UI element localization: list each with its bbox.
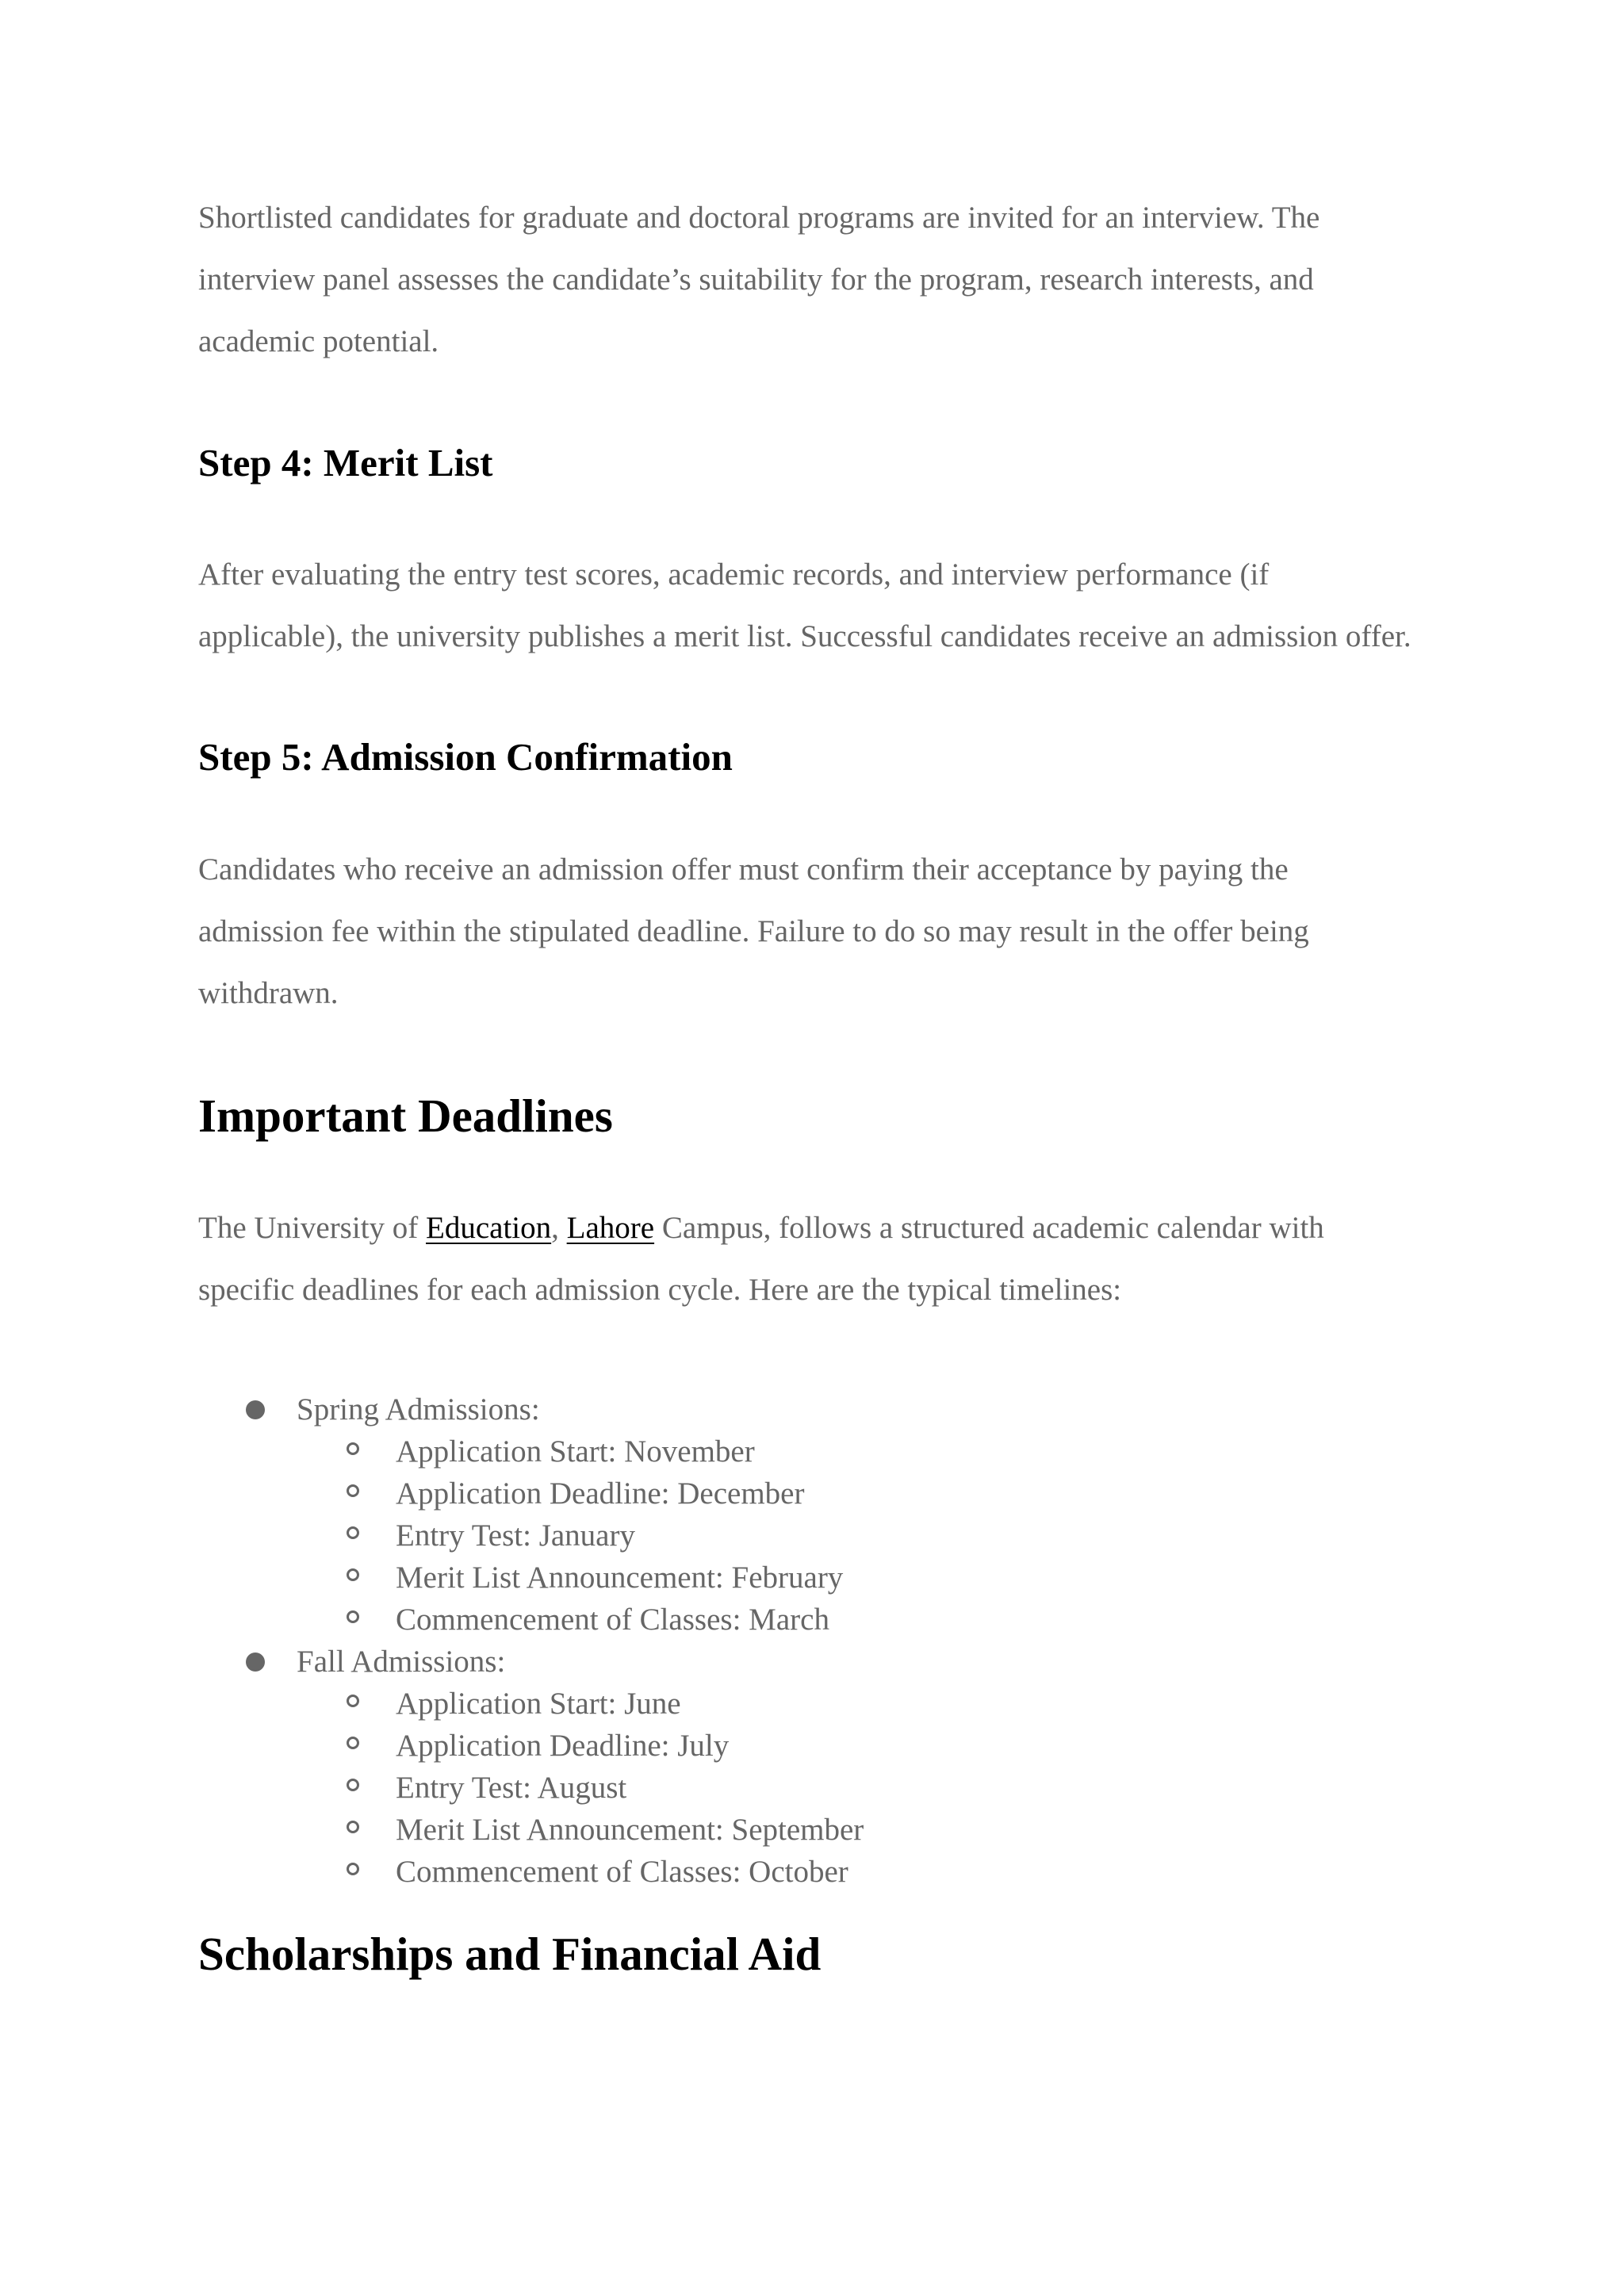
lahore-link[interactable]: Lahore bbox=[566, 1211, 655, 1245]
paragraph-line: specific deadlines for each admission cycle. Here are the typical timelines: bbox=[198, 1273, 1122, 1307]
deadlines-paragraph bbox=[198, 1197, 1467, 1321]
list-item: Commencement of Classes: October bbox=[396, 1855, 848, 1889]
intro-paragraph bbox=[198, 187, 1467, 373]
step5-paragraph bbox=[198, 839, 1467, 1024]
paragraph-line: Candidates who receive an admission offer must confirm their acceptance by paying the bbox=[198, 852, 1289, 887]
paragraph-line: academic potential. bbox=[198, 324, 439, 358]
list-item: Entry Test: August bbox=[396, 1771, 627, 1805]
hollow-bullet-icon bbox=[347, 1695, 359, 1707]
filled-bullet-icon bbox=[246, 1400, 265, 1419]
list-item-spring: Spring Admissions: bbox=[297, 1392, 540, 1427]
paragraph-line: withdrawn. bbox=[198, 976, 339, 1010]
list-item-fall: Fall Admissions: bbox=[297, 1645, 506, 1679]
hollow-bullet-icon bbox=[347, 1863, 359, 1875]
paragraph-line: After evaluating the entry test scores, academic records, and interview performance (if bbox=[198, 557, 1270, 592]
paragraph-line: admission fee within the stipulated deadline. Failure to do so may result in the offer being bbox=[198, 914, 1309, 948]
step4-paragraph bbox=[198, 544, 1467, 668]
hollow-bullet-icon bbox=[347, 1442, 359, 1455]
step5-heading: Step 5: Admission Confirmation bbox=[198, 735, 733, 779]
list-item: Application Start: June bbox=[396, 1687, 681, 1721]
text-span: Campus, follows a structured academic calendar with bbox=[654, 1211, 1324, 1245]
list-item: Application Start: November bbox=[396, 1434, 755, 1469]
paragraph-line bbox=[198, 1197, 1467, 1259]
hollow-bullet-icon bbox=[347, 1484, 359, 1497]
hollow-bullet-icon bbox=[347, 1737, 359, 1749]
hollow-bullet-icon bbox=[347, 1821, 359, 1833]
hollow-bullet-icon bbox=[347, 1568, 359, 1581]
list-item: Merit List Announcement: September bbox=[396, 1813, 864, 1847]
hollow-bullet-icon bbox=[347, 1779, 359, 1791]
list-item: Application Deadline: July bbox=[396, 1729, 730, 1763]
list-item: Entry Test: January bbox=[396, 1518, 635, 1553]
text-span: The University of bbox=[198, 1211, 427, 1245]
text-span: , bbox=[551, 1211, 559, 1245]
hollow-bullet-icon bbox=[347, 1526, 359, 1539]
filled-bullet-icon bbox=[246, 1653, 265, 1672]
step4-heading: Step 4: Merit List bbox=[198, 441, 493, 484]
hollow-bullet-icon bbox=[347, 1610, 359, 1623]
paragraph-line: applicable), the university publishes a merit list. Successful candidates receive an admission offer. bbox=[198, 619, 1411, 653]
paragraph-line: interview panel assesses the candidate’s suitability for the program, research interests, and bbox=[198, 262, 1314, 297]
list-item: Merit List Announcement: February bbox=[396, 1561, 844, 1595]
education-link[interactable]: Education bbox=[426, 1211, 552, 1245]
deadlines-heading: Important Deadlines bbox=[198, 1090, 613, 1142]
scholarships-heading: Scholarships and Financial Aid bbox=[198, 1928, 822, 1980]
list-item: Application Deadline: December bbox=[396, 1476, 805, 1511]
list-item: Commencement of Classes: March bbox=[396, 1603, 829, 1637]
paragraph-line: Shortlisted candidates for graduate and doctoral programs are invited for an interview. The bbox=[198, 201, 1320, 235]
